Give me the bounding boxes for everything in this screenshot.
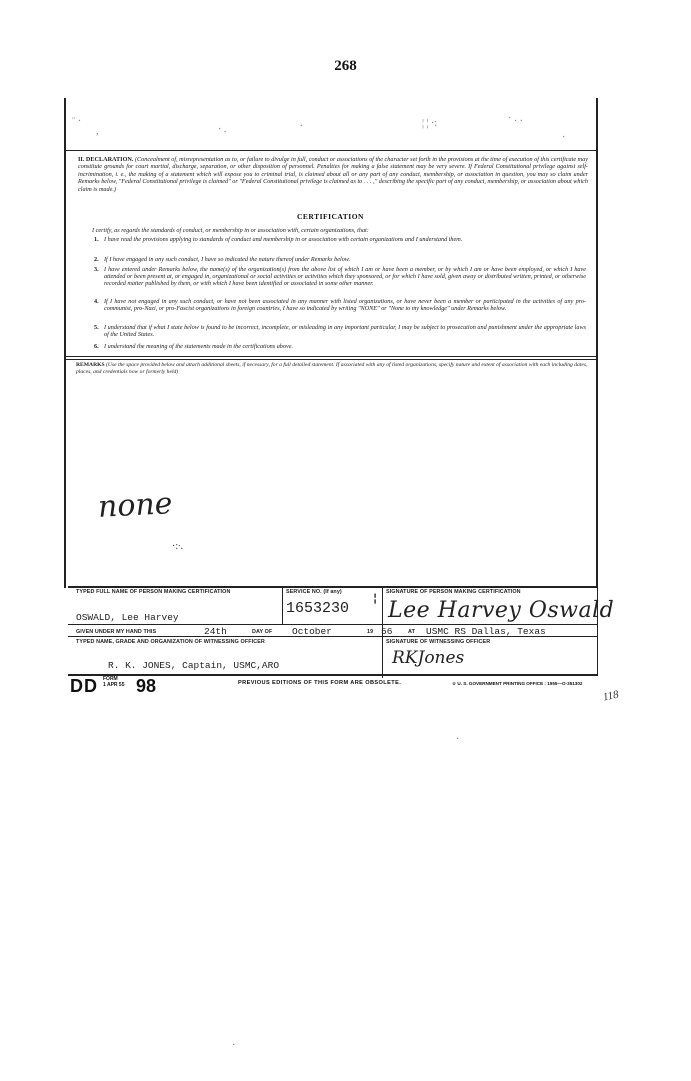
scan-speck: ·:∙. [172,541,184,552]
day-value: 24th [204,626,227,637]
given-under-label: GIVEN UNDER MY HAND THIS [76,629,157,635]
scan-speck: · . [218,124,227,135]
cert-item-number: 6. [94,343,99,350]
scan-speck: ¦ ¦ ·: [422,118,438,129]
location-value: USMC RS Dallas, Texas [426,626,546,637]
typed-name-value: OSWALD, Lee Harvey [76,612,179,623]
cert-item-6 [94,343,586,350]
cert-item-number: 4. [94,298,99,305]
officer-signature-label: SIGNATURE OF WITNESSING OFFICER [386,639,491,645]
cert-item-text: If I have engaged in any such conduct, I have so indicated the nature thereof under Remarks below. [104,256,350,263]
cert-item-5 [94,324,586,339]
signature-label: SIGNATURE OF PERSON MAKING CERTIFICATION [386,589,521,595]
cert-item-text: I understand that if what I state below is found to be incorrect, incomplete, or misleading in any important particular, I may be subject to prosecution and punishment under the appropriate laws of the United States. [104,324,586,339]
cert-item-1 [94,236,586,243]
form-number: 98 [136,676,157,696]
certification-intro: I certify, as regards the standards of conduct, or membership in or association with, certain organizations, that: [92,227,369,234]
officer-label: TYPED NAME, GRADE AND ORGANIZATION OF WITNESSING OFFICER [76,639,265,645]
cert-item-text: If I have not engaged in any such conduct, or have not been associated in any manner with listed organizations, or have never been a member or participated in the activities of any pro-communist, pro-Nazi, or pro-Fascist organizations in foreign countries, I have so indicated by writing "NONE" or "None to my knowledge" under Remarks below. [104,298,586,313]
officer-value: R. K. JONES, Captain, USMC,ARO [108,660,280,671]
rule [282,586,283,624]
signature-person: Lee Harvey Oswald [388,598,615,623]
declaration-text: (Concealment of, misrepresentation as to, or failure to divulge in full, conduct or associations of the character set forth in the provisions at the time of execution of this certificate may constitute grounds for court martial, discharge, separation, or other disposition of personnel. Penalties for making a false statement may be very severe. If Federal Constitutional privilege against self-incrimination, i. e., the making of a statement which will expose you to criminal trial, is claimed about all or any part of any conduct, membership, or association in question, you may so claim under Remarks below, "Federal Constitutional privilege is claimed" or "Federal Constitutional privilege is claimed as to . . . ," describing the specific part of any conduct, membership, or association about which claim is made.) [78,156,588,193]
service-no-value: 1653230 [286,600,350,617]
declaration [78,156,588,193]
cert-item-number: 2. [94,256,99,263]
officer-signature: RKJones [392,648,465,668]
scan-speck: ¨ · [72,116,82,127]
cert-item-number: 1. [94,236,99,243]
scan-speck: . [300,118,303,129]
remarks-header [76,362,592,377]
scan-speck: ╏ [372,594,379,605]
declaration-heading: II. DECLARATION. [78,156,134,163]
form-word: FORM [103,676,118,682]
cert-item-3 [94,266,586,288]
cert-item-4 [94,298,586,313]
cert-item-text: I have read the provisions applying to standards of conduct and membership in or association with certain organizations and I understand them. [104,236,463,243]
rule [66,150,596,151]
form-label [103,677,125,688]
scan-speck: , [96,126,99,137]
at-label: AT [408,629,415,635]
remarks-instructions: (Use the space provided below and attach additional sheets, if necessary, for a full detailed statement. If associated with any of listed organizations, specify nature and extent of association with each including dates, places, and credentials now or formerly held) [76,362,588,376]
previous-editions-note: PREVIOUS EDITIONS OF THIS FORM ARE OBSOLETE. [238,680,402,686]
rule [66,356,596,357]
form-left-border [64,98,66,588]
form-right-border [596,98,598,588]
rule [66,359,596,360]
cert-item-text: I understand the meaning of the statements made in the certifications above. [104,343,294,350]
page-number: 268 [334,58,357,74]
gpo-imprint: ☆ U. S. GOVERNMENT PRINTING OFFICE : 1955—O-351302 [452,681,583,686]
remarks-label: REMARKS [76,362,105,368]
cert-item-number: 5. [94,324,99,331]
corner-handwritten-note: 118 [601,688,620,704]
cert-item-number: 3. [94,266,99,273]
form-date: 1 APR 55 [103,681,125,688]
month-value: October [292,626,332,637]
rule [68,624,598,625]
typed-name-label: TYPED FULL NAME OF PERSON MAKING CERTIFICATION [76,589,231,595]
cert-item-text: I have entered under Remarks below, the name(s) of the organization(s) from the above list of which I am or have been a member, or by which I am or have been employed, or which I have attended or been present at, or engaged in, organizational or social activities or activities which they sponsored, or for which I have sold, given away or distributed written, printed, or otherwise recorded matter published by them, or with which I have been identified or associated in some other manner. [104,266,586,288]
certification-title: CERTIFICATION [297,212,364,221]
year-prefix: 19 [367,629,374,635]
scan-speck: · [232,1040,236,1051]
scan-speck: · [456,734,460,745]
form-dd: DD [70,676,98,696]
day-of-label: DAY OF [252,629,273,635]
remarks-handwritten-entry: none [97,486,174,525]
year-value: 56 [381,626,393,637]
cert-item-2 [94,256,586,263]
service-no-label: SERVICE NO. (If any) [286,589,342,595]
scan-speck: · [562,132,566,143]
rule [68,586,598,588]
scan-speck: ˙ · · [508,116,523,127]
